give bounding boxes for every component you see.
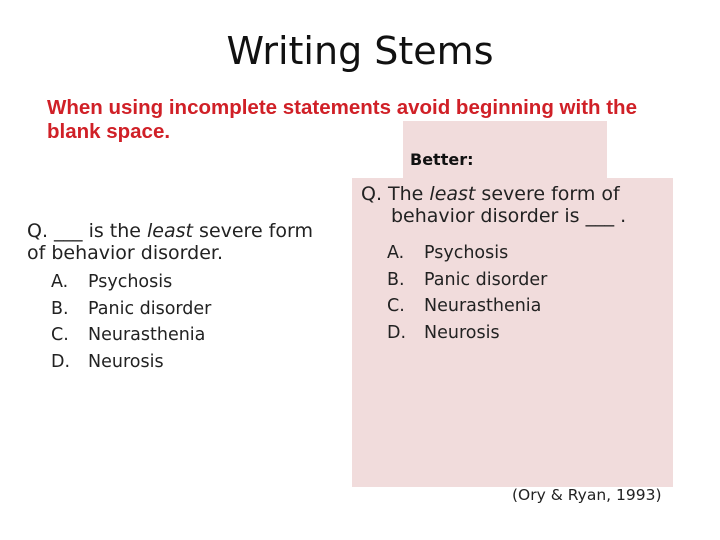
option-letter: C. [51,325,69,346]
option-item [51,296,211,323]
option-letter: C. [387,296,405,316]
option-item [387,320,547,347]
question-text: behavior disorder is [391,205,586,227]
question-text: is the [82,220,148,242]
question-prefix: Q. [27,220,55,242]
option-text: Panic disorder [424,269,548,290]
option-letter: A. [51,272,69,292]
emphasis-word: least [429,183,476,205]
question-ending: . [614,205,627,227]
option-text: Psychosis [88,272,173,292]
option-letter: B. [51,298,69,319]
poor-example-question [27,220,332,264]
option-item [387,293,547,320]
option-text: Neurosis [88,352,164,373]
poor-example-options [51,269,211,376]
option-text: Neurasthenia [424,296,542,316]
option-item [51,322,211,349]
option-letter: A. [387,243,405,263]
option-text: Neurasthenia [88,325,206,346]
option-item [387,240,547,267]
option-item [51,269,211,296]
emphasis-word: least [147,220,193,242]
option-text: Neurosis [424,322,500,343]
question-text: severe form of behavior disorder. [27,220,313,264]
better-example-options [387,240,547,346]
better-label: Better: [410,150,474,169]
question-line-2 [361,205,661,227]
better-example-question [361,183,661,227]
option-letter: B. [387,269,405,290]
slide-title: Writing Stems [226,29,494,73]
question-text: severe form of [475,183,620,205]
citation: (Ory & Ryan, 1993) [512,486,662,504]
subtitle-instruction: When using incomplete statements avoid beginning with the blank space. [47,96,637,143]
option-text: Panic disorder [88,298,212,319]
option-item [387,267,547,294]
option-text: Psychosis [424,243,509,263]
question-prefix: Q. The [361,183,430,205]
answer-blank: ___ [585,205,615,227]
option-item [51,349,211,376]
answer-blank: ___ [54,220,83,242]
option-letter: D. [51,352,71,373]
option-letter: D. [387,322,407,343]
